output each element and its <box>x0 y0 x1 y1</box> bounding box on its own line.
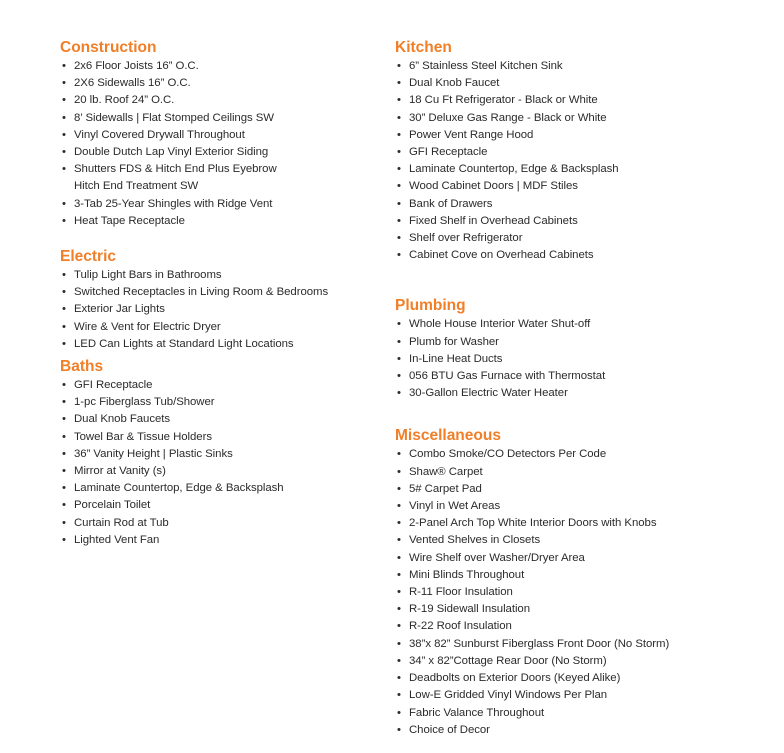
right-column <box>395 38 755 739</box>
list-item <box>60 213 380 230</box>
miscellaneous-list <box>395 446 755 738</box>
list-item-text: In-Line Heat Ducts <box>409 352 503 365</box>
bullet-icon: • <box>62 320 66 333</box>
list-item <box>395 705 755 722</box>
list-item <box>395 670 755 687</box>
bullet-icon: • <box>397 706 401 719</box>
bullet-icon: • <box>62 447 66 460</box>
bullet-icon: • <box>397 568 401 581</box>
list-item <box>395 550 755 567</box>
electric-section <box>60 247 380 353</box>
bullet-icon: • <box>397 689 401 702</box>
list-item <box>60 127 380 144</box>
list-item <box>60 267 380 284</box>
list-item <box>395 584 755 601</box>
bullet-icon: • <box>62 379 66 392</box>
list-item <box>395 464 755 481</box>
list-item <box>395 515 755 532</box>
list-item-text: Vinyl Covered Drywall Throughout <box>74 128 245 141</box>
list-item-text: Towel Bar & Tissue Holders <box>74 430 212 443</box>
list-item <box>395 196 755 213</box>
list-item-text: Shutters FDS & Hitch End Plus Eyebrow <box>74 163 277 176</box>
bullet-icon: • <box>62 94 66 107</box>
bullet-icon: • <box>397 620 401 633</box>
list-item <box>60 411 380 428</box>
list-item-text: Shaw® Carpet <box>409 465 483 478</box>
bullet-icon: • <box>397 654 401 667</box>
list-item-text: Choice of Decor <box>409 723 490 736</box>
list-item-text: Heat Tape Receptacle <box>74 214 185 227</box>
baths-section <box>60 357 380 549</box>
bullet-icon: • <box>62 163 66 176</box>
bullet-icon: • <box>397 551 401 564</box>
bullet-icon: • <box>62 499 66 512</box>
list-item <box>395 92 755 109</box>
bullet-icon: • <box>397 370 401 383</box>
bullet-icon: • <box>397 637 401 650</box>
baths-heading: Baths <box>60 358 104 376</box>
list-item <box>60 463 380 480</box>
list-item-text: Switched Receptacles in Living Room & Bedrooms <box>74 286 329 299</box>
list-item-text: Laminate Countertop, Edge & Backsplash <box>409 163 619 176</box>
list-item-text: 38”x 82” Sunburst Fiberglass Front Door (No Storm) <box>409 637 670 650</box>
bullet-icon: • <box>397 77 401 90</box>
list-item <box>395 334 755 351</box>
list-item <box>60 75 380 92</box>
list-item <box>395 532 755 549</box>
list-item <box>395 601 755 618</box>
bullet-icon: • <box>62 197 66 210</box>
list-item-text: GFI Receptacle <box>74 379 153 392</box>
bullet-icon: • <box>62 337 66 350</box>
list-item-text: 3-Tab 25-Year Shingles with Ridge Vent <box>74 197 273 210</box>
list-item-text: Lighted Vent Fan <box>74 533 160 546</box>
list-item-text: R-11 Floor Insulation <box>409 586 513 599</box>
list-item-text: Tulip Light Bars in Bathrooms <box>74 269 222 282</box>
list-item <box>395 368 755 385</box>
list-item <box>60 515 380 532</box>
miscellaneous-heading: Miscellaneous <box>395 427 501 445</box>
list-item-text: Dual Knob Faucet <box>409 77 500 90</box>
bullet-icon: • <box>62 128 66 141</box>
bullet-icon: • <box>397 128 401 141</box>
bullet-icon: • <box>62 77 66 90</box>
list-item-text: Vinyl in Wet Areas <box>409 500 501 513</box>
bullet-icon: • <box>397 534 401 547</box>
bullet-icon: • <box>397 214 401 227</box>
plumbing-list <box>395 316 755 402</box>
list-item <box>395 213 755 230</box>
list-item <box>60 377 380 394</box>
bullet-icon: • <box>397 352 401 365</box>
list-item-text: Plumb for Washer <box>409 335 499 348</box>
list-item <box>395 446 755 463</box>
list-item <box>60 394 380 411</box>
list-item <box>395 385 755 402</box>
bullet-icon: • <box>62 482 66 495</box>
list-item <box>395 75 755 92</box>
list-item <box>60 284 380 301</box>
list-item-text: Curtain Rod at Tub <box>74 516 169 529</box>
bullet-icon: • <box>397 500 401 513</box>
list-item-text: GFI Receptacle <box>409 146 488 159</box>
list-item-text: Mini Blinds Throughout <box>409 568 525 581</box>
list-item <box>60 532 380 549</box>
list-item-text: Vented Shelves in Closets <box>409 534 541 547</box>
bullet-icon: • <box>62 269 66 282</box>
bullet-icon: • <box>62 303 66 316</box>
list-item <box>395 58 755 75</box>
bullet-icon: • <box>62 214 66 227</box>
list-item-text: 30-Gallon Electric Water Heater <box>409 387 568 400</box>
bullet-icon: • <box>397 249 401 262</box>
list-item <box>395 653 755 670</box>
bullet-icon: • <box>62 111 66 124</box>
list-item-continuation: Hitch End Treatment SW <box>74 180 199 193</box>
list-item <box>60 480 380 497</box>
list-item-text: 20 lb. Roof 24” O.C. <box>74 94 175 107</box>
bullet-icon: • <box>397 180 401 193</box>
list-item-text: Combo Smoke/CO Detectors Per Code <box>409 448 607 461</box>
list-item-text: Exterior Jar Lights <box>74 303 165 316</box>
construction-section <box>60 38 380 230</box>
kitchen-list <box>395 58 755 264</box>
list-item-text: R-19 Sidewall Insulation <box>409 603 530 616</box>
bullet-icon: • <box>62 60 66 72</box>
bullet-icon: • <box>397 163 401 176</box>
list-item-text: Double Dutch Lap Vinyl Exterior Siding <box>74 146 269 159</box>
bullet-icon: • <box>397 387 401 400</box>
bullet-icon: • <box>397 94 401 107</box>
bullet-icon: • <box>62 533 66 546</box>
bullet-icon: • <box>397 465 401 478</box>
bullet-icon: • <box>62 286 66 299</box>
bullet-icon: • <box>397 586 401 599</box>
list-item-text: Whole House Interior Water Shut-off <box>409 318 591 331</box>
bullet-icon: • <box>62 396 66 409</box>
bullet-icon: • <box>397 448 401 461</box>
list-item <box>60 429 380 446</box>
list-item-text: Porcelain Toilet <box>74 499 151 512</box>
list-item <box>60 497 380 514</box>
list-item <box>60 110 380 127</box>
bullet-icon: • <box>397 603 401 616</box>
list-item-text: Fixed Shelf in Overhead Cabinets <box>409 214 578 227</box>
bullet-icon: • <box>397 60 401 72</box>
list-item-text: 5# Carpet Pad <box>409 482 482 495</box>
list-item-text: 2x6 Floor Joists 16” O.C. <box>74 60 199 72</box>
list-item-text: Cabinet Cove on Overhead Cabinets <box>409 249 594 262</box>
list-item <box>395 110 755 127</box>
list-item-text: 056 BTU Gas Furnace with Thermostat <box>409 370 606 383</box>
list-item-text: 2-Panel Arch Top White Interior Doors with Knobs <box>409 517 657 530</box>
list-item <box>60 58 380 75</box>
list-item-text: Deadbolts on Exterior Doors (Keyed Alike) <box>409 672 621 685</box>
list-item-text: Shelf over Refrigerator <box>409 232 523 245</box>
list-item-text: R-22 Roof Insulation <box>409 620 512 633</box>
list-item <box>60 161 380 195</box>
list-item-text: Bank of Drawers <box>409 197 493 210</box>
list-item <box>395 127 755 144</box>
list-item <box>395 247 755 264</box>
bullet-icon: • <box>62 516 66 529</box>
list-item-text: Power Vent Range Hood <box>409 128 534 141</box>
bullet-icon: • <box>397 232 401 245</box>
bullet-icon: • <box>62 146 66 159</box>
construction-list <box>60 58 380 230</box>
list-item-text: 2X6 Sidewalls 16” O.C. <box>74 77 191 90</box>
list-item <box>60 319 380 336</box>
list-item <box>395 687 755 704</box>
list-item <box>60 336 380 353</box>
bullet-icon: • <box>397 517 401 530</box>
bullet-icon: • <box>397 672 401 685</box>
list-item-text: 34” x 82”Cottage Rear Door (No Storm) <box>409 654 607 667</box>
electric-heading: Electric <box>60 248 117 266</box>
bullet-icon: • <box>397 146 401 159</box>
list-item-text: 18 Cu Ft Refrigerator - Black or White <box>409 94 598 107</box>
list-item <box>60 144 380 161</box>
construction-heading: Construction <box>60 39 157 56</box>
baths-list <box>60 377 380 549</box>
list-item-text: LED Can Lights at Standard Light Locations <box>74 337 294 350</box>
list-item-text: Wire & Vent for Electric Dryer <box>74 320 221 333</box>
list-item <box>395 481 755 498</box>
list-item <box>395 144 755 161</box>
bullet-icon: • <box>397 723 401 736</box>
bullet-icon: • <box>62 465 66 478</box>
list-item <box>395 498 755 515</box>
list-item-text: Dual Knob Faucets <box>74 413 171 426</box>
bullet-icon: • <box>397 318 401 331</box>
list-item-text: 8’ Sidewalls | Flat Stomped Ceilings SW <box>74 111 275 124</box>
bullet-icon: • <box>397 335 401 348</box>
list-item <box>60 92 380 109</box>
list-item-text: Low-E Gridded Vinyl Windows Per Plan <box>409 689 608 702</box>
list-item-text: Wire Shelf over Washer/Dryer Area <box>409 551 585 564</box>
bullet-icon: • <box>397 482 401 495</box>
electric-list <box>60 267 380 353</box>
plumbing-section <box>395 296 755 402</box>
plumbing-heading: Plumbing <box>395 297 466 315</box>
list-item <box>60 301 380 318</box>
list-item-text: Mirror at Vanity (s) <box>74 465 166 478</box>
left-column <box>60 38 380 549</box>
list-item-text: Fabric Valance Throughout <box>409 706 545 719</box>
list-item <box>395 178 755 195</box>
list-item <box>395 636 755 653</box>
list-item-text: 36” Vanity Height | Plastic Sinks <box>74 447 233 460</box>
list-item <box>395 567 755 584</box>
list-item-text: Laminate Countertop, Edge & Backsplash <box>74 482 284 495</box>
bullet-icon: • <box>397 111 401 124</box>
list-item <box>60 446 380 463</box>
list-item <box>395 316 755 333</box>
list-item <box>395 161 755 178</box>
list-item <box>395 351 755 368</box>
kitchen-section <box>395 38 755 264</box>
list-item-text: 1-pc Fiberglass Tub/Shower <box>74 396 215 409</box>
list-item <box>395 618 755 635</box>
list-item <box>395 230 755 247</box>
list-item <box>395 722 755 739</box>
list-item-text: 30” Deluxe Gas Range - Black or White <box>409 111 607 124</box>
list-item <box>60 196 380 213</box>
bullet-icon: • <box>397 197 401 210</box>
list-item-text: 6” Stainless Steel Kitchen Sink <box>409 60 563 72</box>
bullet-icon: • <box>62 430 66 443</box>
bullet-icon: • <box>62 413 66 426</box>
list-item-text: Wood Cabinet Doors | MDF Stiles <box>409 180 578 193</box>
miscellaneous-section <box>395 426 755 738</box>
kitchen-heading: Kitchen <box>395 39 452 56</box>
